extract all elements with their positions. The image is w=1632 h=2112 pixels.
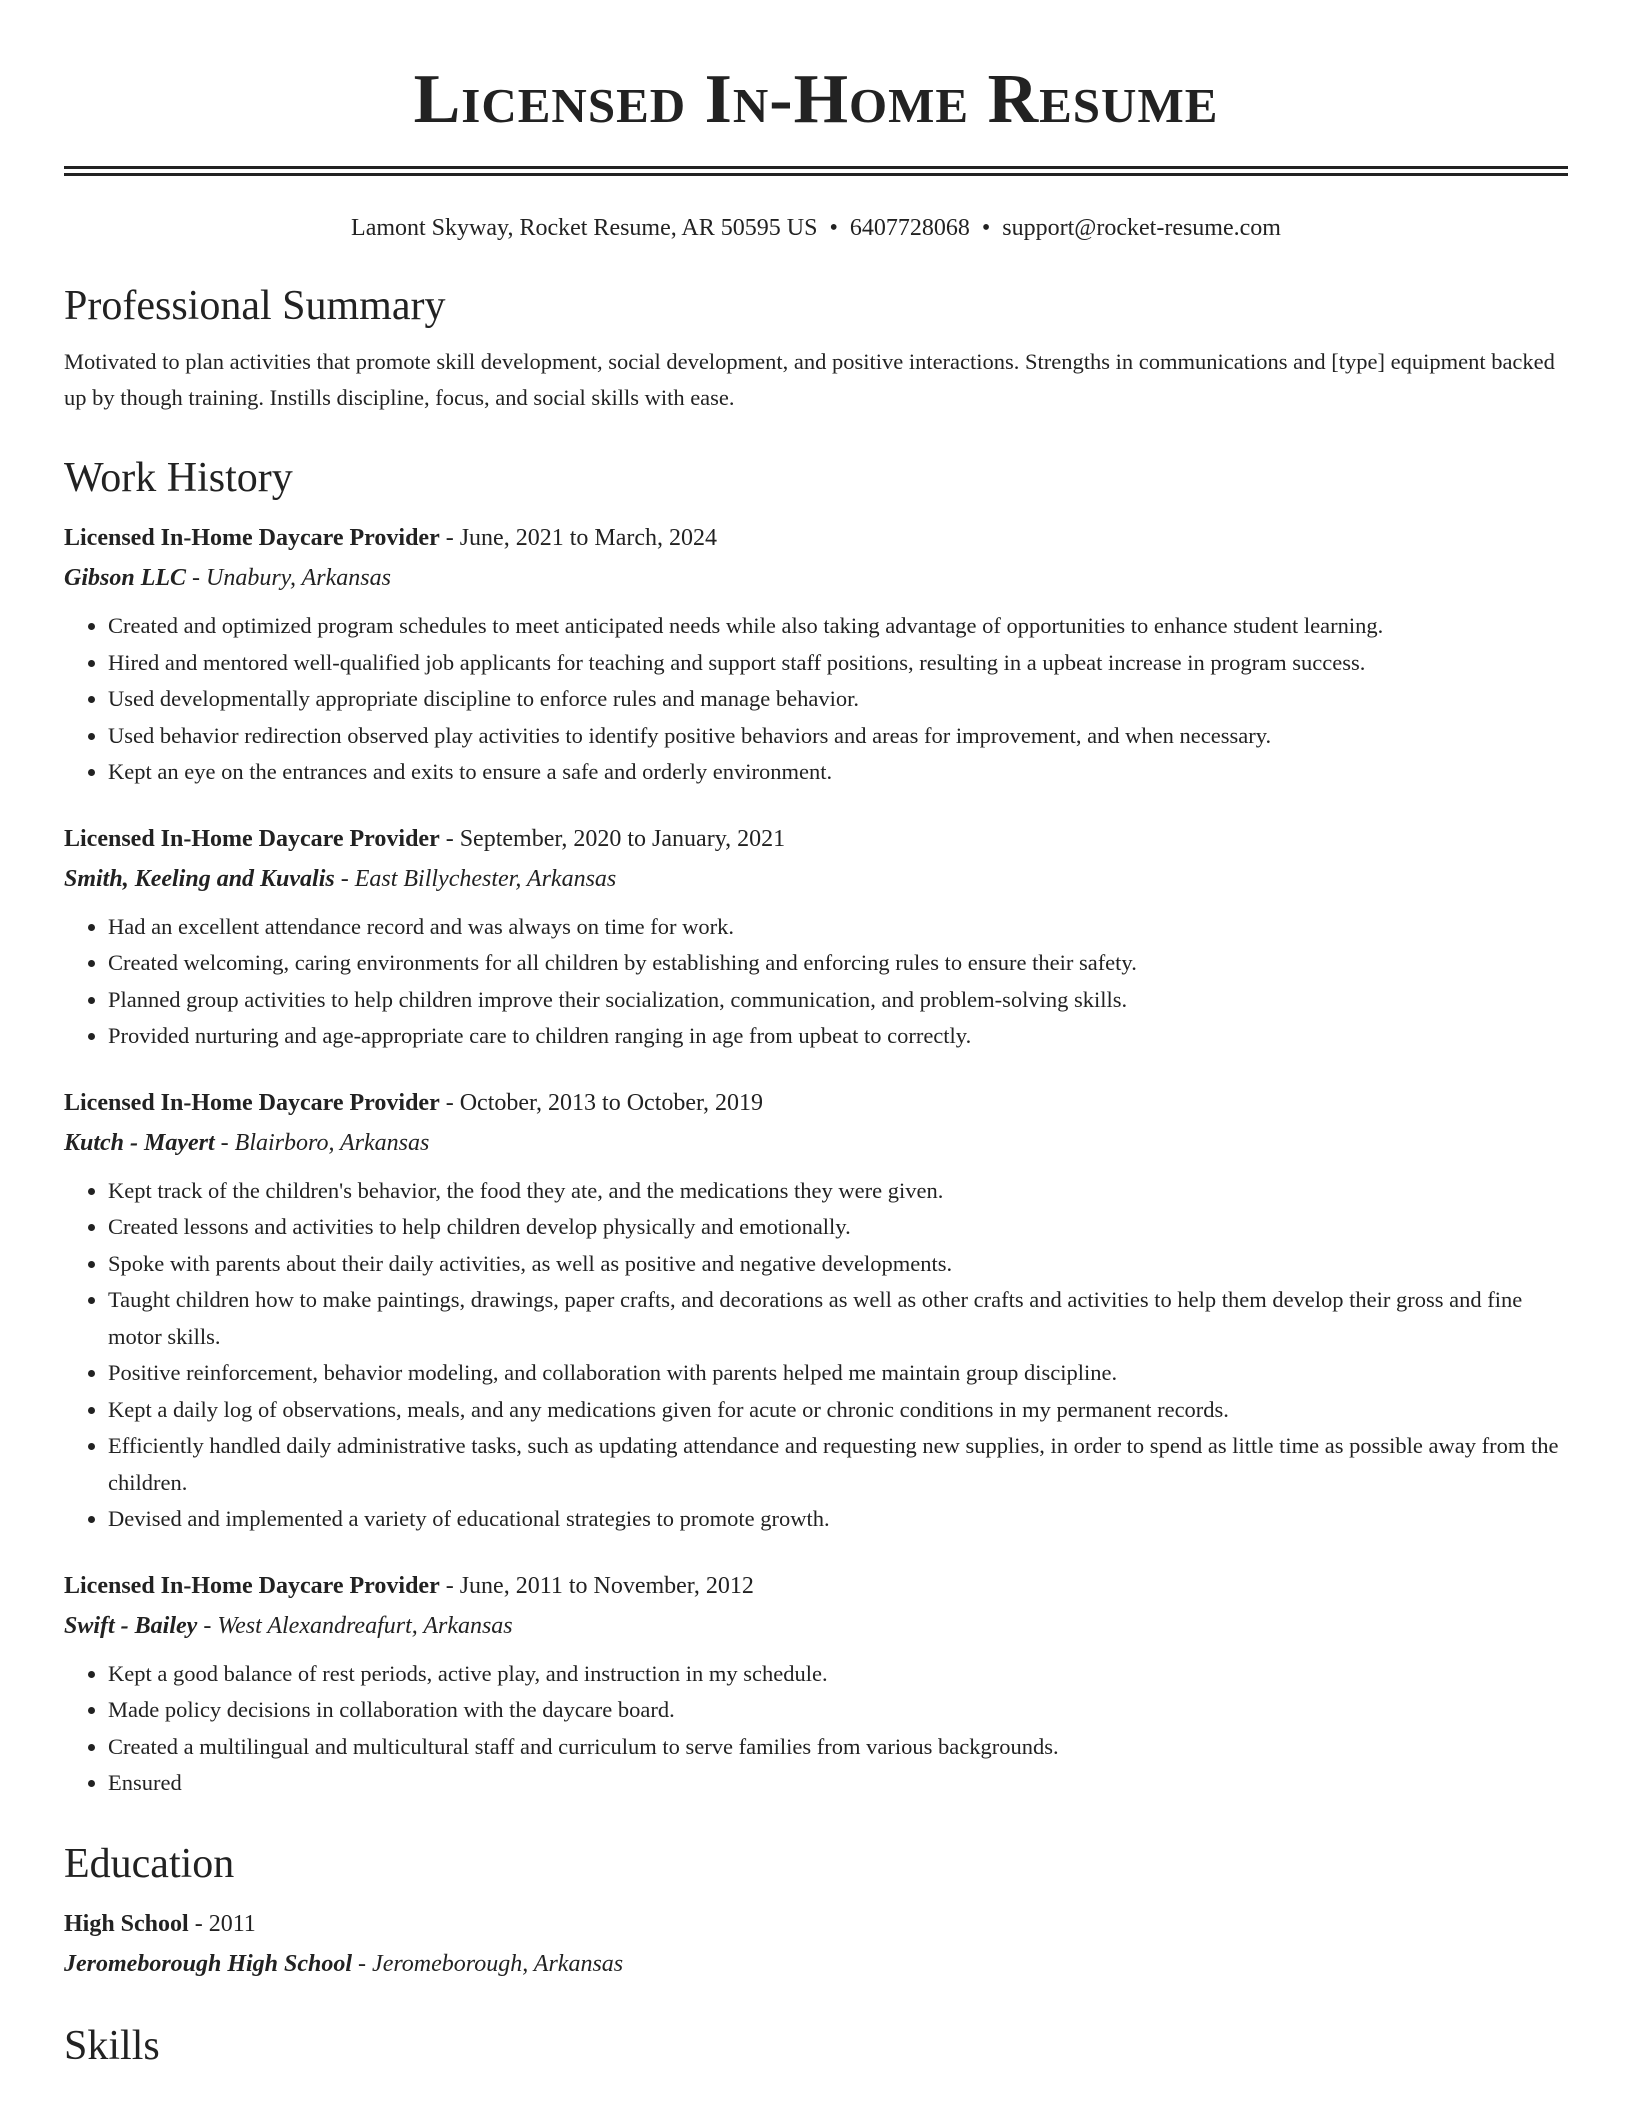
job-dates: - September, 2020 to January, 2021: [439, 825, 786, 852]
duty-item: • Devised and implemented a variety of educational strategies to promote growth.: [108, 1501, 1568, 1538]
duty-item: • Spoke with parents about their daily activities, as well as positive and negative developments.: [108, 1246, 1568, 1283]
duty-item: • Made policy decisions in collaboration with the daycare board.: [108, 1692, 1568, 1729]
job-role: Licensed In-Home Daycare Provider: [64, 1572, 440, 1599]
job-dates: - June, 2011 to November, 2012: [439, 1572, 754, 1599]
duty-item: • Created a multilingual and multicultural staff and curriculum to serve families from various backgrounds.: [108, 1729, 1568, 1766]
job-location: - West Alexandreafurt, Arkansas: [197, 1612, 513, 1639]
duty-item: • Ensured: [108, 1765, 1568, 1802]
resume-title: Licensed In-Home Resume: [413, 61, 1219, 138]
job-entry: [64, 1566, 1568, 1802]
job-role: Licensed In-Home Daycare Provider: [64, 825, 440, 852]
job-duties: [64, 1173, 1568, 1538]
duty-item: • Kept an eye on the entrances and exits to ensure a safe and orderly environment.: [108, 754, 1568, 791]
education-heading: Education: [64, 1840, 235, 1887]
job-duties: [64, 1656, 1568, 1802]
contact-email: support@rocket-resume.com: [1002, 215, 1281, 241]
duty-item: • Positive reinforcement, behavior modeling, and collaboration with parents helped me maintain group discipline.: [108, 1355, 1568, 1392]
education-school-line: [64, 1944, 1568, 1984]
work-history-heading: Work History: [64, 455, 293, 501]
duty-item: • Kept a daily log of observations, meals, and any medications given for acute or chronic conditions in my permanent records.: [108, 1392, 1568, 1429]
duty-item: • Used developmentally appropriate discipline to enforce rules and manage behavior.: [108, 681, 1568, 718]
duty-item: • Used behavior redirection observed play activities to identify positive behaviors and areas for improvement, and when necessary.: [108, 718, 1568, 755]
job-company: Gibson LLC: [64, 565, 187, 591]
duty-item: • Created and optimized program schedules to meet anticipated needs while also taking advantage of opportunities to enhance student learning.: [108, 608, 1568, 645]
job-title-line: [64, 819, 1568, 859]
job-company: Swift - Bailey: [64, 1612, 198, 1639]
duty-item: • Hired and mentored well-qualified job applicants for teaching and support staff positions, resulting in a upbeat increase in program success.: [108, 645, 1568, 682]
job-location: - East Billychester, Arkansas: [334, 865, 617, 892]
skills-heading: Skills: [64, 2022, 160, 2069]
job-company-line: [64, 1123, 1568, 1163]
education-degree-line: [64, 1904, 1568, 1944]
job-role: Licensed In-Home Daycare Provider: [64, 1089, 440, 1116]
job-location: - Unabury, Arkansas: [186, 565, 391, 591]
job-duties: [64, 608, 1568, 791]
job-dates: - June, 2021 to March, 2024: [439, 525, 718, 551]
duty-item: • Kept a good balance of rest periods, active play, and instruction in my schedule.: [108, 1656, 1568, 1693]
education-year: - 2011: [188, 1910, 256, 1937]
job-title-line: [64, 1566, 1568, 1606]
job-entry: [64, 1083, 1568, 1538]
job-company-line: [64, 859, 1568, 899]
education-entry: [64, 1904, 1568, 1984]
job-entry: [64, 518, 1568, 791]
summary-heading: Professional Summary: [64, 283, 446, 329]
duty-item: • Created welcoming, caring environments for all children by establishing and enforcing rules to ensure their safety.: [108, 945, 1568, 982]
contact-address: Lamont Skyway, Rocket Resume, AR 50595 US: [351, 215, 818, 241]
contact-line: [64, 212, 1568, 244]
job-entry: [64, 819, 1568, 1055]
contact-separator: •: [981, 215, 991, 241]
duty-item: • Provided nurturing and age-appropriate care to children ranging in age from upbeat to correctly.: [108, 1018, 1568, 1055]
job-title-line: [64, 1083, 1568, 1123]
education-degree: High School: [64, 1910, 189, 1937]
contact-separator: •: [829, 215, 838, 241]
education-school: Jeromeborough High School: [64, 1950, 353, 1977]
job-role: Licensed In-Home Daycare Provider: [64, 525, 440, 551]
job-title-line: [64, 518, 1568, 558]
job-location: - Blairboro, Arkansas: [214, 1129, 430, 1156]
duty-item: • Planned group activities to help children improve their socialization, communication, and problem-solving skills.: [108, 982, 1568, 1019]
job-duties: [64, 909, 1568, 1055]
contact-phone: 6407728068: [849, 215, 970, 241]
job-company: Smith, Keeling and Kuvalis: [64, 865, 335, 892]
duty-item: • Had an excellent attendance record and was always on time for work.: [108, 909, 1568, 946]
job-dates: - October, 2013 to October, 2019: [439, 1089, 764, 1116]
education-location: - Jeromeborough, Arkansas: [352, 1950, 624, 1977]
title-divider: [64, 166, 1568, 176]
job-company-line: [64, 558, 1568, 598]
duty-item: • Taught children how to make paintings, drawings, paper crafts, and decorations as well as other crafts and activities to help them develop their gross and fine motor skills.: [108, 1282, 1568, 1355]
duty-item: • Created lessons and activities to help children develop physically and emotionally.: [108, 1209, 1568, 1246]
duty-item: • Efficiently handled daily administrative tasks, such as updating attendance and requesting new supplies, in order to spend as little time as possible away from the children.: [108, 1428, 1568, 1501]
job-company-line: [64, 1606, 1568, 1646]
duty-item: • Kept track of the children's behavior, the food they ate, and the medications they were given.: [108, 1173, 1568, 1210]
summary-text: Motivated to plan activities that promote skill development, social development, and positive interactions. Strengths in communications and [type] equipment backed up by though training. Instills discipline, focus, and social skills with ease.: [64, 349, 1555, 410]
job-company: Kutch - Mayert: [64, 1129, 215, 1156]
